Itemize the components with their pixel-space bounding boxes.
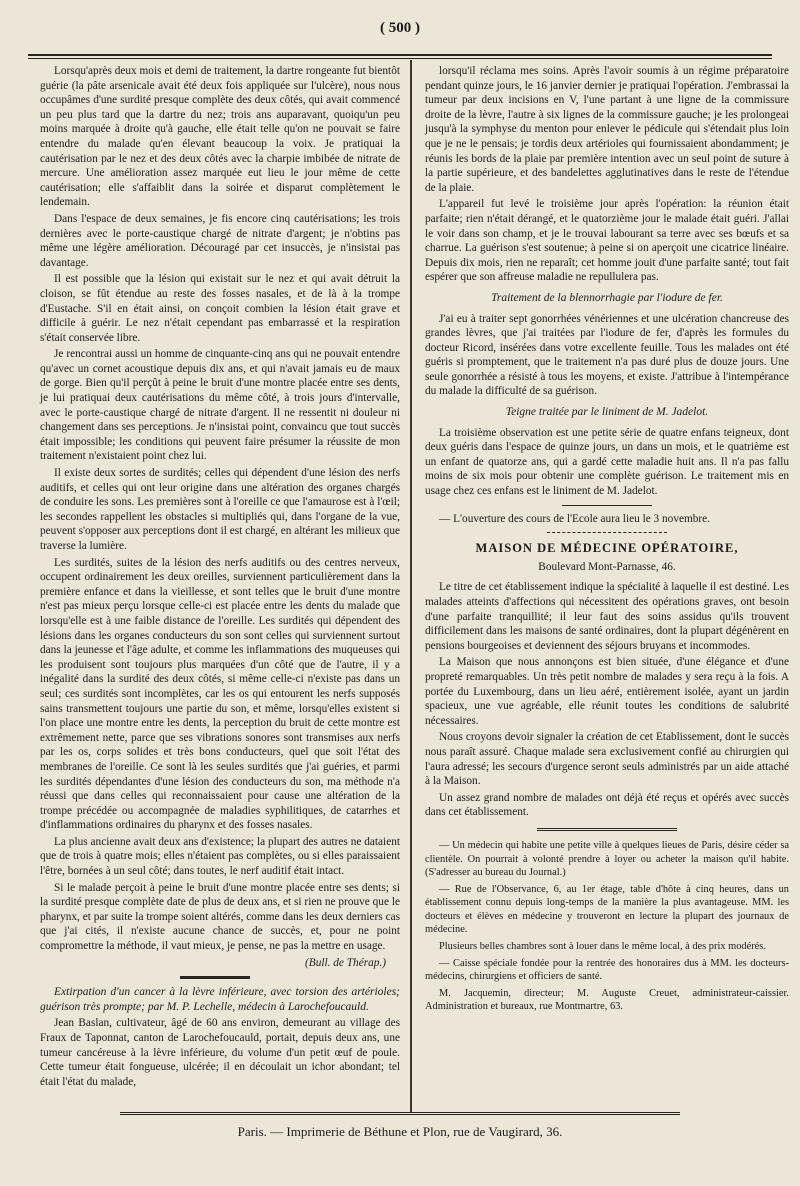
section-title-teigne: Teigne traitée par le liniment de M. Jadelot. bbox=[505, 406, 709, 419]
school-notice: — L'ouverture des cours de l'Ecole aura lieu le 3 novembre. bbox=[439, 512, 711, 525]
right-paragraph: J'ai eu à traiter sept gonorrhées vénériennes et une ulcération chancreuse des grandes lèvres, que j'ai traitées par l'iodure de fer, d'après les formules du docteur Ricord, insérées dans votre excellente feuille. Tous les malades ont été guéris si promptement, que le traitement n'a pas duré plus de douze jours. Une seule gonorrhée a résisté à tous les moyens, et existe. J'attribue à l'intempérance du malade la difficulté de sa guérison. bbox=[425, 312, 789, 398]
left-paragraph: Lorsqu'après deux mois et demi de traitement, la dartre rongeante fut bientôt guérie (la pâte arsenicale avait été deux fois appliquée sur l'ulcère), nous nous occupâmes d'une surdité presque complète des deux côtés, qui avait commencé un peu plus tard que la dartre du nez; trois ans auparavant, quoiqu'un peu moins marquée à droite qu'à gauche, elle était telle qu'on ne pouvait se faire entendre du malade qu'en élevant beaucoup la voix. Je pratiquai la cautérisation par le nez et des deux côtés avec la charpie imbibée de nitrate de mercure. Une amélioration assez marquée eut lieu le jour même de cette cautérisation; elle s'affaiblit dans la soirée et disparut complètement le lendemain. bbox=[40, 65, 400, 209]
left-paragraph: Je rencontrai aussi un homme de cinquante-cinq ans qui ne pouvait entendre qu'avec un cornet acoustique depuis dix ans, et qui n'avait jamais eu de maux de gorge. Bien qu'il perçût à peine le bruit d'une montre placée entre ses dents, je lui pratiquai deux cautérisations du même côté, à trois jours d'intervalle, avec le porte-caustique chargé de nitrate d'argent. Il ne ressentit ni douleur ni changement dans ses perceptions. Je n'insistai point, convaincu que tout succès était impossible; les conditions qui peuvent faire présumer la réussite de mon traitement n'existaient point chez lui. bbox=[40, 348, 400, 463]
left-paragraph: Si le malade perçoit à peine le bruit d'une montre placée entre ses dents; si la surdité presque complète date de plus de deux ans, et si rien ne prouve que le pharynx, et par suite la trompe soient altérés, comme dans les deux derniers cas que j'ai cités, il n'existe aucune chance de succès, et, pour ne point compromettre la méthode, il vaut mieux, je pense, ne pas la mettre en usage. bbox=[40, 881, 400, 953]
separator-rule bbox=[562, 505, 652, 506]
footer-rule bbox=[120, 1112, 680, 1115]
column-divider bbox=[410, 60, 412, 1112]
ad-item: — Rue de l'Observance, 6, au 1er étage, table d'hôte à cinq heures, dans un établissement connu depuis long-temps de la manière la plus avantageuse. MM. les docteurs et élèves en médecine y trouveront en lecture la plupart des journaux de médecine. bbox=[425, 883, 789, 936]
maison-address: Boulevard Mont-Parnasse, 46. bbox=[538, 560, 676, 573]
page-number: ( 500 ) bbox=[380, 20, 420, 36]
source-citation: (Bull. de Thérap.) bbox=[305, 956, 386, 969]
section-title-blennorrhagie: Traitement de la blennorrhagie par l'iodure de fer. bbox=[491, 291, 723, 304]
maison-title: MAISON DE MÉDECINE OPÉRATOIRE, bbox=[475, 541, 739, 556]
right-column bbox=[425, 64, 789, 1020]
left-paragraph: Les surdités, suites de la lésion des nerfs auditifs ou des centres nerveux, occupent ordinairement les deux oreilles, surviennent particulièrement dans la première enfance et dans la vieillesse, et sont telles que le bruit d'une montre n'est pas mieux perçu lorsque celle-ci est placée entre les dents du malade que lorsqu'elle est à une faible distance de l'oreille. Les surdités qui dépendent des lésions dans les organes conducteurs du son sont celles qui surviennent surtout dans la jeunesse et l'âge adulte, et comme les inflammations des muqueuses qui les produisent sont toujours plus marquées d'un côté que de l'autre, il y a inégalité dans la surdité des deux côtés, si même celle-ci n'existe pas dans un seul; ces surdités sont incomplètes, car les os qui entourent les nerfs supposés sains transmettent toujours une partie du son, et même, lorsqu'elles existent si l'on place une montre entre les dents, la perception du bruit de cette montre est extrêmement nette, parce que ses vibrations sonores sont transmises aux nerfs par les os, corps solides et très bons conducteurs, quel que soit l'état des membranes de l'oreille. Ce sont là les seules surdités que j'ai guéries, et parmi les surdités dépendantes d'une lésion des conducteurs du son, ma méthode n'a réussi que dans celles qui reconnaissaient pour cause une altération de la trompe précédée ou accompagnée de maladies syphilitiques, de catarrhes et d'inflammations ordinaires du pharynx et des fosses nasales. bbox=[40, 556, 400, 832]
maison-paragraph: Un assez grand nombre de malades ont déjà été reçus et opérés avec succès dans cet établissement. bbox=[425, 791, 789, 819]
article-separator bbox=[180, 976, 250, 979]
maison-paragraph: Le titre de cet établissement indique la spécialité à laquelle il est destiné. Les malades atteints d'affections qui nécessitent des opérations graves, ont besoin d'une parfaite tranquillité; il leur faut des soins assidus qu'ils trouvent difficilement dans les maisons de santé ordinaires, dont la plupart dégénèrent en pensions bourgeoises et deviennent des séjours bruyans et incommodes. bbox=[425, 581, 789, 652]
right-paragraph: lorsqu'il réclama mes soins. Après l'avoir soumis à un régime préparatoire pendant quinze jours, le 16 janvier dernier je pratiquai l'opération. J'embrassai la tumeur par deux incisions en V, l'une partant à une ligne de la commissure droite de la lèvre, l'autre à six lignes de la commissure gauche; je les prolongeai jusqu'à la symphyse du menton pour enlever le pédicule qui s'étendait plus loin que je ne le pensais; je tordis deux artérioles qui fournissaient abondamment; je réunis les bords de la plaie par première intention avec un seul point de suture à la partie supérieure, et des bandelettes agglutinatives dans le reste de l'étendue de la plaie. bbox=[425, 65, 789, 194]
left-paragraph: Dans l'espace de deux semaines, je fis encore cinq cautérisations; les trois dernières avec le porte-caustique chargé de nitrate d'argent; je n'obtins pas même une légère amélioration. Découragé par cet insuccès, je n'insistai pas davantage. bbox=[40, 212, 400, 269]
article-title: Extirpation d'un cancer à la lèvre inférieure, avec torsion des artérioles; guérison très prompte; par M. P. Lechelle, médecin à Larochefoucauld. bbox=[40, 986, 400, 1013]
top-rule bbox=[28, 54, 772, 56]
left-paragraph: Il existe deux sortes de surdités; celles qui dépendent d'une lésion des nerfs auditifs, et celles qui ont leur origine dans une altération des organes chargés de conduire les sons. Les premières sont à l'oreille ce que l'amaurose est à l'œil; les secondes rappellent les obstacles si multipliés qui, dans l'organe de la vue, peuvent s'opposer aux perceptions dont il est chargé, en altérant les milieux que traverse la lumière. bbox=[40, 467, 400, 552]
ad-item: Plusieurs belles chambres sont à louer dans le même local, à des prix modérés. bbox=[439, 941, 766, 953]
separator-rule bbox=[537, 828, 677, 831]
maison-paragraph: Nous croyons devoir signaler la création de cet Etablissement, dont le succès nous paraît assuré. Chaque malade sera exclusivement confié au chirurgien qui l'aura adressé; les secours d'urgence seront seuls administrés par un aide attaché à la Maison. bbox=[425, 731, 789, 788]
printer-imprint: Paris. — Imprimerie de Béthune et Plon, rue de Vaugirard, 36. bbox=[237, 1124, 563, 1139]
right-paragraph: L'appareil fut levé le troisième jour après l'opération: la réunion était parfaite; rien n'était dérangé, et le quatorzième jour le malade était guéri. J'allai le voir dans son champ, et je le trouvai labourant sa terre avec ses bœufs et sa charrue. La guérison s'est soutenue; à peine si on aperçoit une cicatrice linéaire. Depuis dix mois, rien ne reparaît; cet homme jouit d'une parfaite santé; tout fait espérer que son affreuse maladie ne repullulera pas. bbox=[425, 198, 789, 284]
separator-rule bbox=[547, 532, 667, 533]
right-paragraph: La troisième observation est une petite série de quatre enfans teigneux, dont deux guéris dans l'espace de quinze jours, un dans un mois, et le quatrième est un enfant de quatorze ans, qui a gardé cette maladie huit ans. Il n'a pas fallu moins de six mois pour obtenir une complète guérison. Le traitement mis en usage chez ces enfans est le liniment de M. Jadelot. bbox=[425, 426, 789, 498]
ad-item: — Caisse spéciale fondée pour la rentrée des honoraires dus à MM. les docteurs-médecins, chirurgiens et officiers de santé. bbox=[425, 957, 789, 983]
maison-paragraph: La Maison que nous annonçons est bien située, d'une élégance et d'une propreté remarquables. Un très petit nombre de malades y sera reçu à la fois. A portée du Luxembourg, dans un lieu aéré, entièrement isolée, ayant un jardin spacieux, une vue agréable, elle réunit toutes les conditions de salubrité nécessaires. bbox=[425, 656, 789, 727]
ad-item: — Un médecin qui habite une petite ville à quelques lieues de Paris, désire céder sa clientèle. On pourrait à volonté prendre à loyer ou acheter la maison qu'il habite. (S'adresser au bureau du Journal.) bbox=[425, 839, 789, 879]
ad-item: M. Jacquemin, directeur; M. Auguste Creuet, administrateur-caissier. Administration et bureaux, rue Montmartre, 63. bbox=[425, 987, 789, 1013]
top-rule-thin bbox=[28, 58, 772, 59]
left-paragraph: Jean Baslan, cultivateur, âgé de 60 ans environ, demeurant au village des Fraux de Taponnat, canton de Larochefoucauld, portait, depuis deux ans, une tumeur cancéreuse à la lèvre inférieure, du volume d'un petit œuf de poule. Cette tumeur était fongueuse, ulcérée; il en découlait un ichor abondant; tel était l'état du malade, bbox=[40, 1017, 400, 1088]
ads-block bbox=[425, 839, 789, 1014]
left-column bbox=[40, 64, 400, 1091]
left-paragraph: Il est possible que la lésion qui existait sur le nez et qui avait détruit la cloison, se fût étendue au reste des fosses nasales, et de là à la trompe d'Eustache. S'il en était ainsi, on conçoit combien la lésion était grave et difficile à guérir. Le nez n'était cependant pas embarrassé et la respiration s'était conservée libre. bbox=[40, 273, 400, 344]
left-paragraph: La plus ancienne avait deux ans d'existence; la plupart des autres ne dataient que de trois à quatre mois; elles n'étaient pas complètes, ou si elles paraissaient l'être, bornées à un seul côté; dans toutes, le nerf auditif était intact. bbox=[40, 835, 400, 878]
